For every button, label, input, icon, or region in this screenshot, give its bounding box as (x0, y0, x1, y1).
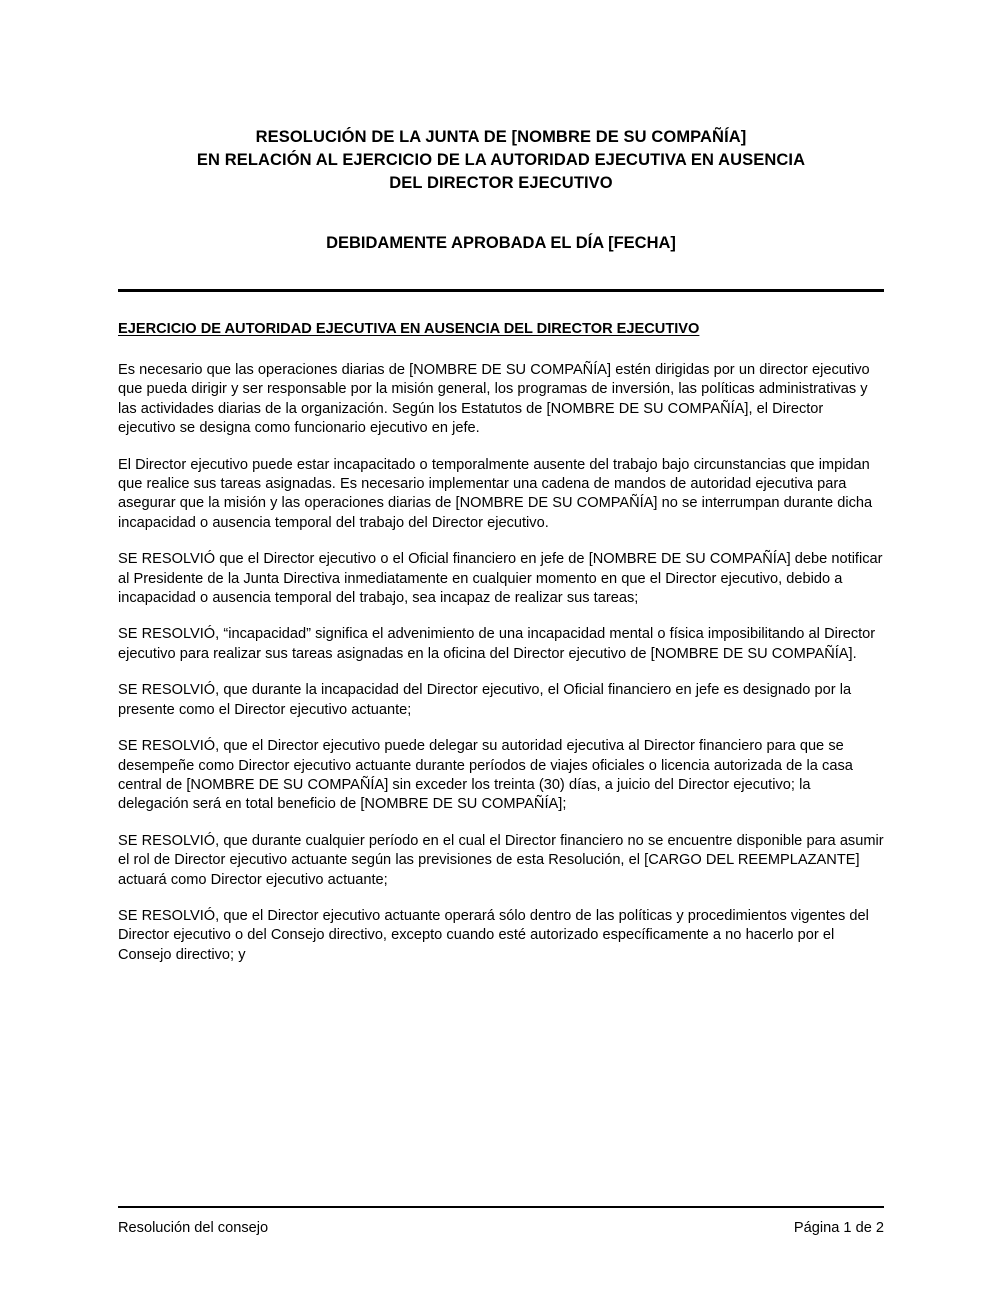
title-divider-rule (118, 289, 884, 292)
document-title-block (118, 0, 884, 255)
body-paragraph: Es necesario que las operaciones diarias de [NOMBRE DE SU COMPAÑÍA] estén dirigidas por un director ejecutivo que pueda dirigir y ser responsable por la misión general, los programas de inversión, las políticas administrativas y las actividades diarias de la organización. Según los Estatutos de [NOMBRE DE SU COMPAÑÍA], el Director ejecutivo se designa como funcionario ejecutivo en jefe. (118, 362, 870, 437)
body-paragraph: SE RESOLVIÓ que el Director ejecutivo o el Oficial financiero en jefe de [NOMBRE DE SU COMPAÑÍA] debe notificar al Presidente de la Junta Directiva inmediatamente en cualquier momento en que el Director ejecutivo, debido a incapacidad o ausencia temporal del trabajo, sea incapaz de realizar sus tareas; (118, 551, 883, 607)
body-paragraph: SE RESOLVIÓ, que durante la incapacidad del Director ejecutivo, el Oficial financiero en jefe es designado por la presente como el Director ejecutivo actuante; (118, 682, 852, 718)
body-paragraph: SE RESOLVIÓ, que el Director ejecutivo actuante operará sólo dentro de las políticas y procedimientos vigentes del Director ejecutivo o del Consejo directivo, excepto cuando esté autorizado específicamente a no hacerlo por el Consejo directivo; y (118, 907, 869, 963)
document-title-line-3: DEL DIRECTOR EJECUTIVO (389, 174, 613, 192)
body-paragraph: SE RESOLVIÓ, que durante cualquier período en el cual el Director financiero no se encuentre disponible para asumir el rol de Director ejecutivo actuante según las previsiones de esta Resolución, el [CARGO DEL REEMPLAZANTE] actuará como Director ejecutivo actuante; (118, 832, 884, 888)
footer-page-number: Página 1 de 2 (793, 1220, 884, 1236)
body-paragraph: SE RESOLVIÓ, que el Director ejecutivo puede delegar su autoridad ejecutiva al Director financiero para que se desempeñe como Director ejecutivo actuante durante períodos de viajes oficiales o licencia autorizada de la casa central de [NOMBRE DE SU COMPAÑÍA] sin exceder los treinta (30) días, a juicio del Director ejecutivo; la delegación será en total beneficio de [NOMBRE DE SU COMPAÑÍA]; (118, 738, 853, 813)
document-title-line-2: EN RELACIÓN AL EJERCICIO DE LA AUTORIDAD EJECUTIVA EN AUSENCIA (196, 151, 806, 169)
footer-divider-rule (118, 1206, 884, 1208)
page-footer (118, 1206, 884, 1238)
document-title-line-1: RESOLUCIÓN DE LA JUNTA DE [NOMBRE DE SU COMPAÑÍA] (255, 128, 747, 146)
body-paragraph: El Director ejecutivo puede estar incapacitado o temporalmente ausente del trabajo bajo circunstancias que impidan que realice sus tareas asignadas. Es necesario implementar una cadena de mandos de autoridad ejecutiva para asegurar que la misión y las operaciones diarias de [NOMBRE DE SU COMPAÑÍA] no se interrumpan durante dicha incapacidad o ausencia temporal del trabajo del Director ejecutivo. (118, 456, 873, 531)
footer-row (118, 1219, 884, 1238)
footer-document-label: Resolución del consejo (118, 1220, 269, 1236)
body-paragraph: SE RESOLVIÓ, “incapacidad” significa el advenimiento de una incapacidad mental o física imposibilitando al Director ejecutivo para realizar sus tareas asignadas en la oficina del Director ejecutivo de [NOMBRE DE SU COMPAÑÍA]. (118, 626, 876, 662)
section-heading: EJERCICIO DE AUTORIDAD EJECUTIVA EN AUSENCIA DEL DIRECTOR EJECUTIVO (118, 321, 700, 337)
body-paragraph-list (118, 361, 884, 965)
document-body (118, 0, 884, 965)
document-approval-line: DEBIDAMENTE APROBADA EL DÍA [FECHA] (326, 234, 676, 252)
